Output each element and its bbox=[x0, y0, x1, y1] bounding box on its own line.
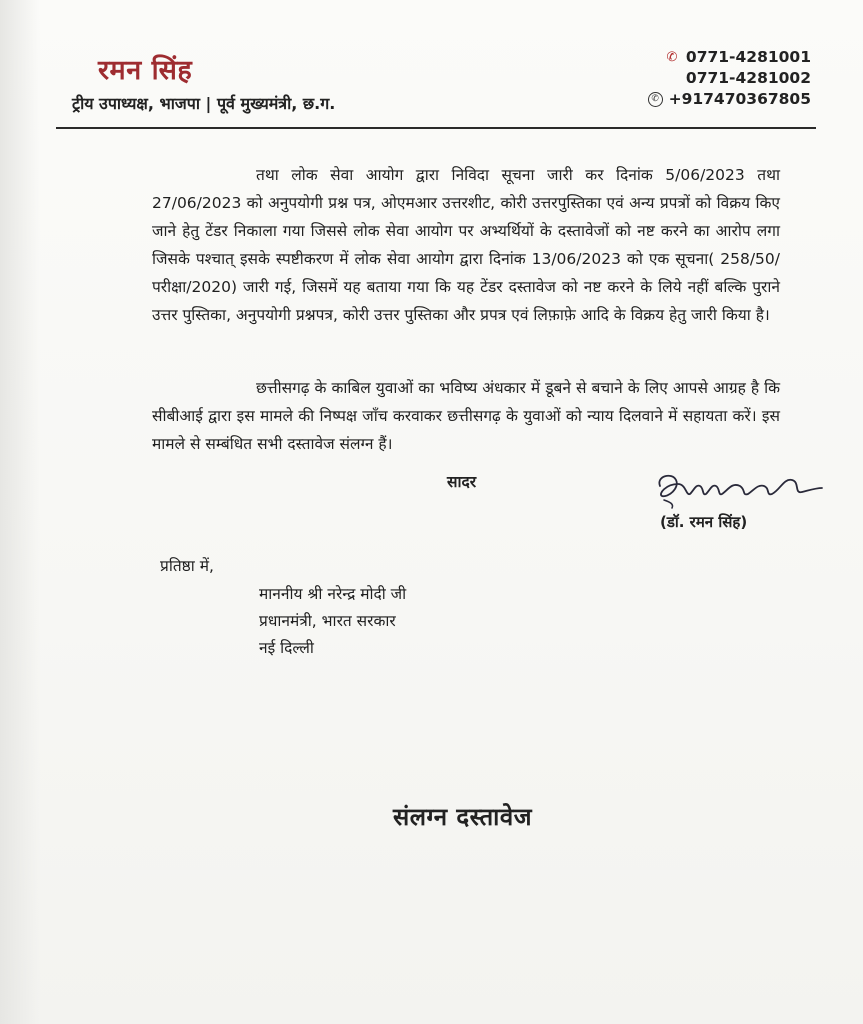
phone-number-2: 0771-4281002 bbox=[685, 69, 811, 87]
contact-phone-2 bbox=[648, 68, 811, 89]
body-paragraph-1 bbox=[152, 161, 780, 329]
contact-phone-1 bbox=[648, 47, 811, 68]
whatsapp-number: +917470367805 bbox=[668, 90, 811, 108]
letterhead-contacts bbox=[648, 47, 811, 110]
signature-image bbox=[650, 466, 830, 510]
recipient-salutation: प्रतिष्ठा में, bbox=[160, 557, 214, 575]
signer-name: (डॉ. रमन सिंह) bbox=[660, 513, 748, 531]
closing-salutation: सादर bbox=[447, 473, 477, 491]
recipient-line-2: प्रधानमंत्री, भारत सरकार bbox=[259, 612, 396, 630]
page-edge-shadow bbox=[0, 0, 40, 1024]
contact-whatsapp bbox=[648, 89, 811, 110]
recipient-address bbox=[259, 581, 406, 662]
body-paragraph-2 bbox=[152, 374, 780, 458]
body-paragraph-1-text: तथा लोक सेवा आयोग द्वारा निविदा सूचना जारी कर दिनांक 5/06/2023 तथा 27/06/2023 को अनुपयोगी प्रश्न पत्र, ओएमआर उत्तरशीट, कोरी उत्तरपुस्तिका एवं अन्य प्रपत्रों को विक्रय किए जाने हेतु टेंडर निकाला गया जिससे लोक सेवा आयोग पर अभ्यर्थियों के दस्तावेजों को नष्ट करने का आरोप लगा जिसके पश्चात् इसके स्पष्टीकरण में लोक सेवा आयोग द्वारा दिनांक 13/06/2023 को एक सूचना( 258/50/परीक्षा/2020) जारी गई, जिसमें यह बताया गया कि यह टेंडर दस्तावेज को नष्ट करने के लिये नहीं बल्कि पुराने उत्तर पुस्तिका, अनुपयोगी प्रश्नपत्र, कोरी उत्तर पुस्तिका और प्रपत्र एवं लिफ़ाफ़े आदि के विक्रय हेतु जारी किया है। bbox=[152, 166, 780, 324]
recipient-line-3: नई दिल्ली bbox=[259, 639, 314, 657]
letterhead-designation: ट्रीय उपाध्यक्ष, भाजपा | पूर्व मुख्यमंत्री, छ.ग. bbox=[72, 94, 336, 113]
phone-number-1: 0771-4281001 bbox=[685, 48, 811, 66]
header-divider bbox=[56, 127, 816, 129]
whatsapp-icon: ✆ bbox=[648, 92, 663, 107]
recipient-line-1: माननीय श्री नरेन्द्र मोदी जी bbox=[259, 585, 407, 603]
enclosure-heading: संलग्न दस्तावेज bbox=[393, 803, 533, 831]
body-paragraph-2-text: छत्तीसगढ़ के काबिल युवाओं का भविष्य अंधकार में डूबने से बचाने के लिए आपसे आग्रह है कि सीबीआई द्वारा इस मामले की निष्पक्ष जाँच करवाकर छत्तीसगढ़ के युवाओं को न्याय दिलवाने में सहायता करें। इस मामले से सम्बंधित सभी दस्तावेज संलग्न हैं। bbox=[152, 379, 780, 453]
phone-icon: ✆ bbox=[666, 49, 678, 65]
letterhead-name: रमन सिंह bbox=[98, 55, 193, 86]
